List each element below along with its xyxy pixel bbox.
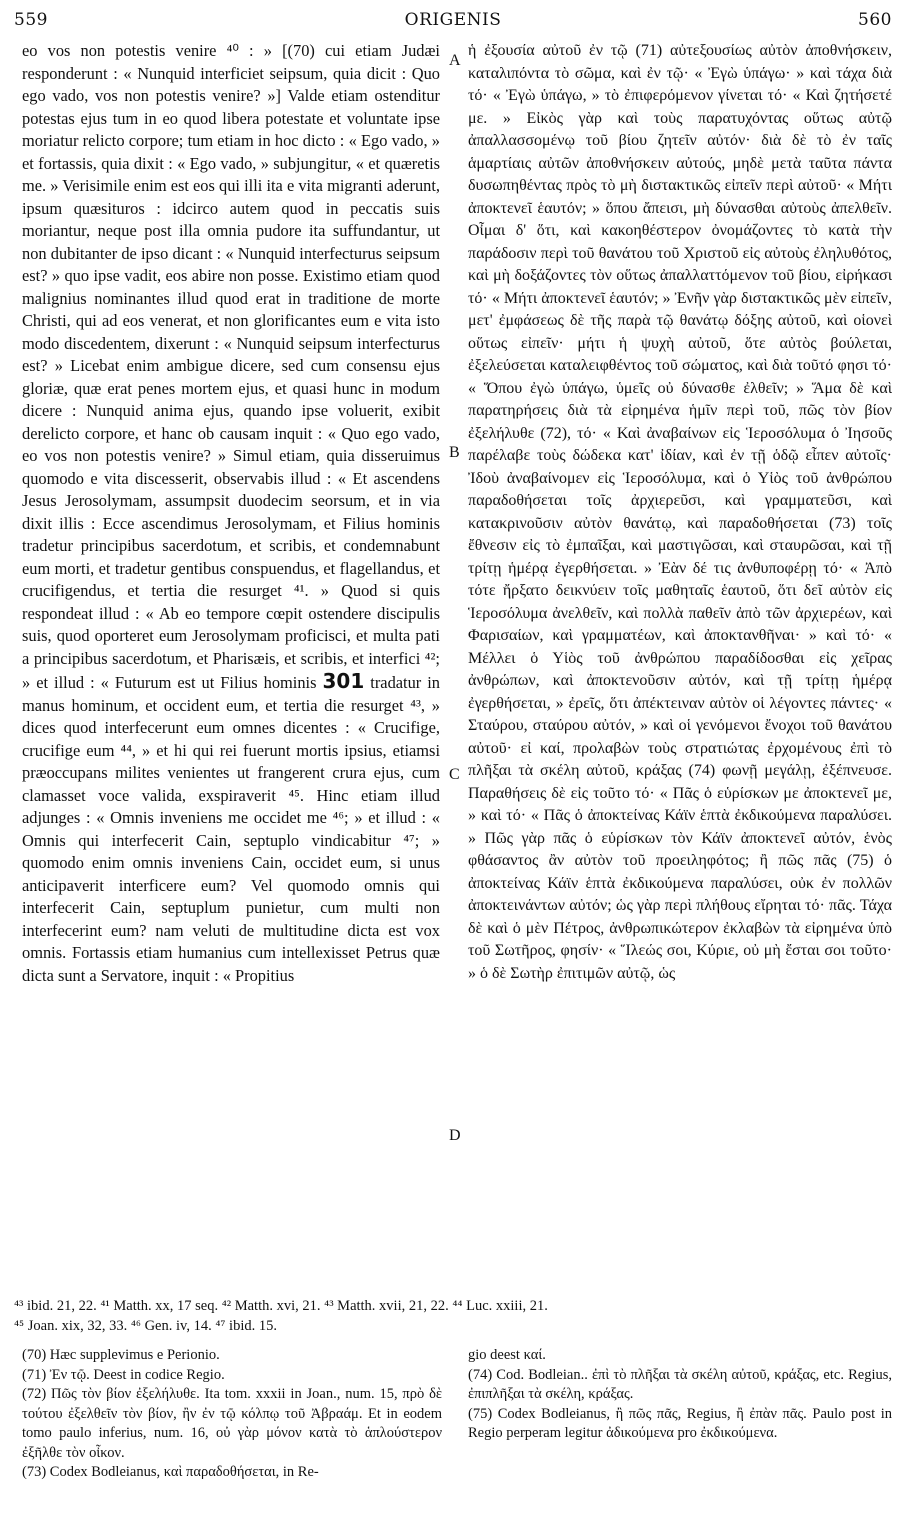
page-header bbox=[14, 10, 892, 38]
editor-notes-right bbox=[468, 1346, 892, 1444]
greek-text: ἡ ἐξουσία αὐτοῦ ἐν τῷ (71) αὐτεξουσίως αὐτὸν ἀποθνήσκειν, καταλιπόντα τὸ σῶμα, καὶ ἐν τῷ· « Ἐγὼ ὑπάγω· » καὶ τάχα διὰ τό· « Ἐγὼ ὑπάγω, » τὸ ἐπιφερόμενον γίνεται τό· « Καὶ ζητήσετέ με. » Εἰκὸς γὰρ καὶ τοὺς παρατυχόντας οὕτως αὐτῷ ἀπαλλασσομένῳ τοῦ βίου ζητεῖν αὐτόν· διὰ δὲ τὸ ἐν ταῖς ἁμαρτίαις αὐτῶν ἀποθνήσκειν αὐτούς, μηδὲ μετὰ ταῦτα πάντα δυσωπηθέντας πρὸς τὸ μὴ διστακτικῶς εἰπεῖν περὶ αὐτοῦ· « Μήτι ἀποκτενεῖ ἑαυτόν; » ὅπου ἄπεισι, μὴ δύνασθαι αὐτοὺς ἀπελθεῖν. Οἶμαι δ' ὅτι, καὶ κακοηθέστερον ὀνομάζοντες τὸ κατὰ τὴν παράδοσιν περὶ τοῦ θανάτου τοῦ Χριστοῦ εἰς αὐτοὺς ἐληλυθότος, καὶ μὴ δοξάζοντες τὸν οὕτως ἀπαλλαττόμενον τοῦ βίου, εἰρήκασι τό· « Μήτι ἀποκτενεῖ ἑαυτόν; » Ἐνῆν γὰρ διστακτικῶς μὲν εἰπεῖν, μετ' ἐμφάσεως δὲ τῆς παρὰ τῷ θανάτῳ δόξης αὐτοῦ, καὶ οἱονεὶ οὕτως εἰπεῖν· μήτι ἡ ψυχὴ αὐτοῦ, ὅτε αὐτὸς βούλεται, ἐξελεύσεται καταλειφθέντος τοῦ σώματος, καὶ διὰ τοῦτό φησι τό· « Ὅπου ἐγὼ ὑπάγω, ὑμεῖς οὐ δύνασθε ἐλθεῖν; » Ἅμα δὲ καὶ παρατηρήσεις διὰ τὰ εἰρημένα ἡμῖν περὶ τοῦ, πῶς τὸν βίον ἐξελήλυθε (72), τό· « Καὶ ἀναβαίνων εἰς Ἱεροσόλυμα ὁ Ἰησοῦς παρέλαβε τοὺς δώδεκα κατ' ἰδίαν, καὶ ἐν τῇ ὁδῷ εἶπεν αὐτοῖς· Ἰδοὺ ἀναβαίνομεν εἰς Ἱεροσόλυμα, καὶ ὁ Υἱὸς τοῦ ἀνθρώπου παραδοθήσεται τοῖς ἀρχιερεῦσι, καὶ γραμματεῦσι, καὶ κατακρινοῦσιν αὐτὸν θανάτῳ, καὶ παραδοθήσεται (73) τοῖς ἔθνεσιν εἰς τὸ ἐμπαῖξαι, καὶ μαστιγῶσαι, καὶ σταυρῶσαι, καὶ τῇ τρίτῃ ἡμέρᾳ ἐγερθήσεται. » Ἐὰν δέ τις ἀνθυποφέρῃ τό· « Ἀπὸ τότε ἤρξατο δεικνύειν τοῖς μαθηταῖς ἑαυτοῦ, ὅτι δεῖ αὐτὸν εἰς Ἱεροσόλυμα ἀνελθεῖν, καὶ πολλὰ παθεῖν ἀπὸ τῶν ἀρχιερέων, καὶ Φαρισαίων, καὶ γραμματέων, καὶ ἀποκτανθῆναι· » καὶ τό· « Μέλλει ὁ Υἱὸς τοῦ ἀνθρώπου παραδίδοσθαι εἰς χεῖρας ἀνθρώπων, καὶ ἀποκτενοῦσιν αὐτόν, καὶ τῇ τρίτῃ ἡμέρᾳ ἐγερθήσεται, » ἐρεῖς, ὅτι ἀπέκτειναν αὐτὸν οἱ λέγοντες πάντες· « Σταύρου, σταύρου αὐτόν, » καὶ οἱ γενόμενοι ἔνοχοι τοῦ θανάτου αὐτοῦ· εἰ καί, προλαβὼν τοὺς στρατιώτας ἐρχομένους ἐπὶ τὸ πλῆξαι τὰ σκέλη αὐτοῦ, κράξας (74) φωνῇ μεγάλῃ, ἐξέπνευσε. Παραθήσεις δὲ εἰς τοῦτο τό· « Πᾶς ὁ εὑρίσκων με ἀποκτενεῖ με, » καὶ τό· « Πᾶς ὁ ἀποκτείνας Κάϊν ἑπτὰ ἐκδικούμενα παραλύσει. » Πῶς γὰρ πᾶς ὁ εὑρίσκων τὸν Κάϊν ἀποκτενεῖ αὐτόν, ἑνὸς φθάσαντος ἂν αὐτὸν τοῦ προειληφότος; ἢ πῶς πᾶς (75) ὁ ἀποκτείνας Κάϊν ἑπτὰ ἐκδικούμενα παραλύσει, οὐκ ἐν πολλῶν ἀποκτεινάντων αὐτόν; ὡς γὰρ περὶ πλήθους εἴρηται τό· πᾶς. Τάχα δὲ καὶ ὁ μὲν Πέτρος, ἀνθρωπικώτερον ἐκλαβὼν τὰ εἰρημένα ὑπὸ τοῦ Σωτῆρος, φησίν· « Ἵλεώς σοι, Κύριε, οὐ μὴ ἔσται σοι τοῦτο· » ὁ δὲ Σωτὴρ ἐπιτιμῶν αὐτῷ, ὡς bbox=[468, 42, 892, 982]
editor-note-74: (74) Cod. Bodleian.. ἐπὶ τὸ πλῆξαι τὰ σκέλη αὐτοῦ, κράξας, etc. Regius, ἐπιπλῆξαι τὰ σκέλη, κράξας. bbox=[468, 1366, 892, 1402]
editor-note-72: (72) Πῶς τὸν βίον ἐξελήλυθε. Ita tom. xxxii in Joan., num. 15, πρὸ δὲ τούτου ἐξελθεῖν τὸν βίον, ἢν ἐν τῷ κόλπῳ τοῦ Ἀβραάμ. Et in eodem tomo paulo inferius, num. 16, οὐ γὰρ μόνον κατὰ τὸ ἁπλούστερον ἐξῆλθε τὸν οἶκον. bbox=[22, 1386, 442, 1461]
latin-text-part-a: eo vos non potestis venire ⁴⁰ : » [(70) cui etiam Judæi responderunt : « Nunquid interficiet seipsum, quia dicit : Quo ego vado, vos non potestis venire? »] Valde etiam ostenditur potestas ejus tum in eo quod libera potestate et voluntate ipse moriatur relicto corpore; tum etiam in hoc dicto : « Ego vado, » et fortassis, quia dixit : « Ego vado, » subjungitur, « et quæretis me. » Verisimile enim est eos qui illi ita e vita migranti aderunt, ipsum quæsituros : idcirco autem quod in peccatis suis moriantur, neque post illa omnia pudore ita suffundantur, ut non dubitanter de ipso dicant : « Nunquid interfecturus seipsum est? » quo ipse vadit, eos abire non posse. Existimo etiam quod malignius nominantes illud quod erat in traditione de morte Christi, qui ad eos venerat, et non glorificantes eum e vita isto modo discedentem, dixerunt : « Nunquid seipsum interfecturus est? » Licebat enim ambigue dicere, sed cum consensu ejus gloriæ, quæ erat penes mortem ejus, et quasi hunc in modum dicere : Nunquid anima ejus, quando ipse voluerit, exibit derelicto corpore, et hanc ob causam inquit : « Quo ego vado, eo vos non potestis venire? » Simul etiam, quia disseruimus quomodo e vita discesserit, observabis illud : « Et ascendens Jesus Jerosolymam, assumpsit duodecim seorsum, et in via dixit illis : Ecce ascendimus Jerosolymam, et Filius hominis tradetur principibus sacerdotum, et scribis, et condemnabunt eum morti, et tradetur gentibus conspuendus, et flagellandus, et crucifigendus, et tertia die resurget ⁴¹. » Quod si quis respondeat illud : « Ab eo tempore cœpit ostendere discipulis suis, quod oporteret eum Jerosolymam proficisci, et multa pati a principibus sacerdotum, et Pharisæis, et scribis, et interfici ⁴²; » et illud : « Futurum est ut Filius hominis bbox=[22, 41, 440, 692]
reference-footnotes bbox=[14, 1296, 892, 1336]
latin-text-part-b: tradatur in manus hominum, et occident eum, et tertia die resurget ⁴³, » dices quod interfecerunt eum omnes dicentes : « Crucifige, crucifige eum ⁴⁴, » et hi qui rei fuerunt mortis ipsius, etiamsi præoccupans milites venientes ut frangerent crura ejus, cum clamasset voce valida, exspiraverit ⁴⁵. Hinc etiam illud adjunges : « Omnis inveniens me occidet me ⁴⁶; » et illud : « Omnis qui interfecerit Cain, septuplo vindicabitur ⁴⁷; » quomodo enim omnis inveniens Cain, occidet eum, si unus anticipaverit interficere eum? Vel quomodo omnis qui interfecerit Cain, septuplum punietur, cum multi non interfecerint eum? nam veluti de multitudine dicta est vox omnis. Fortassis etiam humanius cum intellexisset Petrus quæ dicta sunt a Servatore, inquit : « Propitius bbox=[22, 673, 440, 985]
margin-marker-d: D bbox=[449, 1127, 461, 1144]
reference-footnote-line: ⁴⁵ Joan. xix, 32, 33. ⁴⁶ Gen. iv, 14. ⁴⁷ ibid. 15. bbox=[14, 1318, 277, 1334]
reference-footnote-line: ⁴³ ibid. 21, 22. ⁴¹ Matth. xx, 17 seq. ⁴² Matth. xvi, 21. ⁴³ Matth. xvii, 21, 22. ⁴⁴ Luc. xxiii, 21. bbox=[14, 1298, 548, 1314]
editor-note-75: (75) Codex Bodleianus, ἢ πῶς πᾶς, Regius, ἢ ἐπὰν πᾶς. Paulo post in Regio perperam legitur ἀδικούμενα pro ἐκδικούμενα. bbox=[468, 1405, 892, 1441]
greek-column bbox=[468, 40, 892, 1285]
page-number-mark: 301 bbox=[322, 669, 365, 693]
page-number-left: 559 bbox=[14, 10, 48, 30]
margin-marker-c: C bbox=[449, 766, 460, 783]
page-number-right: 560 bbox=[858, 10, 892, 30]
running-title: ORIGENIS bbox=[404, 10, 502, 30]
margin-marker-b: B bbox=[449, 444, 460, 461]
margin-marker-a: A bbox=[449, 52, 461, 69]
editor-note-73: (73) Codex Bodleianus, καὶ παραδοθήσεται, in Re- bbox=[22, 1464, 319, 1480]
latin-column bbox=[22, 40, 440, 1285]
editor-notes-left bbox=[22, 1346, 442, 1483]
editor-note-71: (71) Ἐν τῷ. Deest in codice Regio. bbox=[22, 1366, 225, 1383]
editor-note-73-cont: gio deest καί. bbox=[468, 1347, 546, 1363]
latin-text bbox=[22, 40, 440, 987]
editor-note-70: (70) Hæc supplevimus e Perionio. bbox=[22, 1347, 220, 1363]
